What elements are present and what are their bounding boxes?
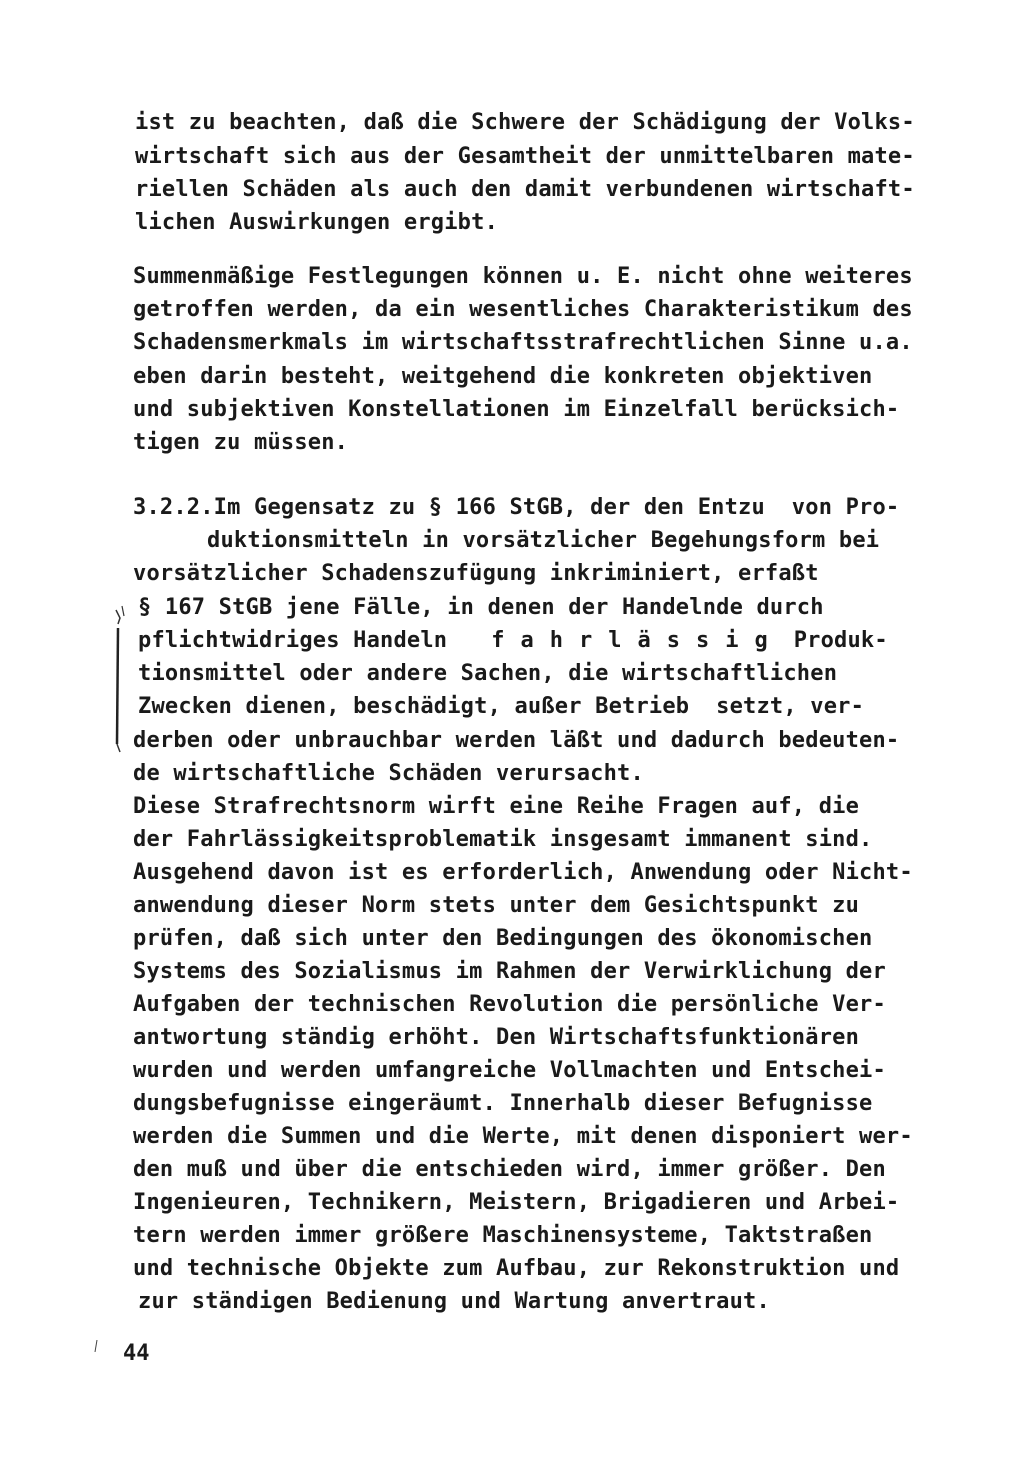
section-line: derben oder unbrauchbar werden läßt und dadurch bedeuten- — [133, 728, 900, 753]
emphasis-suffix: Produk- — [793, 628, 888, 653]
paragraph-line: tern werden immer größere Maschinensysteme, Taktstraßen — [133, 1223, 873, 1248]
paragraph-line: Summenmäßige Festlegungen können u. E. nicht ohne weiteres — [133, 264, 913, 289]
paragraph-line: tigen zu müssen. — [133, 430, 349, 455]
paragraph-line: riellen Schäden als auch den damit verbundenen wirtschaft- — [135, 177, 915, 202]
section-emphasis-line — [138, 625, 888, 657]
paragraph-line: den muß und über die entschieden wird, immer größer. Den — [133, 1157, 886, 1182]
section-indented-line: duktionsmitteln in vorsätzlicher Begehungsform bei — [207, 528, 880, 553]
section-first-line — [133, 492, 899, 524]
paragraph-line: wirtschaft sich aus der Gesamtheit der unmittelbaren mate- — [135, 144, 915, 169]
paragraph-line: Aufgaben der technischen Revolution die persönliche Ver- — [133, 992, 886, 1017]
paragraph-line: und subjektiven Konstellationen im Einzelfall berücksich- — [133, 397, 900, 422]
paragraph-line: Systems des Sozialismus im Rahmen der Verwirklichung der — [133, 959, 886, 984]
emphasis-prefix: pflichtwidriges Handeln — [138, 628, 448, 653]
paragraph-line: der Fahrlässigkeitsproblematik insgesamt immanent sind. — [133, 827, 873, 852]
paragraph-line: Diese Strafrechtsnorm wirft eine Reihe Fragen auf, die — [133, 794, 860, 819]
paragraph-line: antwortung ständig erhöht. Den Wirtschaftsfunktionären — [133, 1025, 860, 1050]
section-line: de wirtschaftliche Schäden verursacht. — [133, 761, 644, 786]
section-text: Im Gegensatz zu § 166 StGB, der den Entzu von Pro- — [213, 495, 900, 520]
paragraph-line: ist zu beachten, daß die Schwere der Schädigung der Volks- — [135, 110, 915, 135]
section-line: Zwecken dienen, beschädigt, außer Betrieb setzt, ver- — [138, 694, 865, 719]
paragraph-line: wurden und werden umfangreiche Vollmachten und Entschei- — [133, 1058, 886, 1083]
paragraph-line: zur ständigen Bedienung und Wartung anvertraut. — [138, 1289, 770, 1314]
paragraph-line: dungsbefugnisse eingeräumt. Innerhalb dieser Befugnisse — [133, 1091, 873, 1116]
paragraph-line: anwendung dieser Norm stets unter dem Gesichtspunkt zu — [133, 893, 860, 918]
page-number: 44 — [123, 1341, 150, 1366]
section-line: § 167 StGB jene Fälle, in denen der Handelnde durch — [138, 595, 824, 620]
paragraph-line: Ausgehend davon ist es erforderlich, Anwendung oder Nicht- — [133, 860, 913, 885]
emphasis-word: fahrlässig — [491, 628, 784, 653]
paragraph-line: eben darin besteht, weitgehend die konkreten objektiven — [133, 364, 873, 389]
paragraph-line: Ingenieuren, Technikern, Meistern, Brigadieren und Arbei- — [133, 1190, 900, 1215]
paragraph-line: werden die Summen und die Werte, mit denen disponiert wer- — [133, 1124, 913, 1149]
section-number: 3.2.2. — [133, 495, 214, 520]
paragraph-line: und technische Objekte zum Aufbau, zur Rekonstruktion und — [133, 1256, 900, 1281]
section-line: vorsätzlicher Schadenszufügung inkriminiert, erfaßt — [133, 561, 819, 586]
section-line: tionsmittel oder andere Sachen, die wirtschaftlichen — [138, 661, 838, 686]
margin-tick-mark — [94, 1340, 98, 1352]
paragraph-line: prüfen, daß sich unter den Bedingungen des ökonomischen — [133, 926, 873, 951]
paragraph-line: Schadensmerkmals im wirtschaftsstrafrechtlichen Sinne u.a. — [133, 330, 913, 355]
paragraph-line: lichen Auswirkungen ergibt. — [135, 210, 499, 235]
margin-annotation-mark — [108, 604, 132, 754]
paragraph-line: getroffen werden, da ein wesentliches Charakteristikum des — [133, 297, 913, 322]
